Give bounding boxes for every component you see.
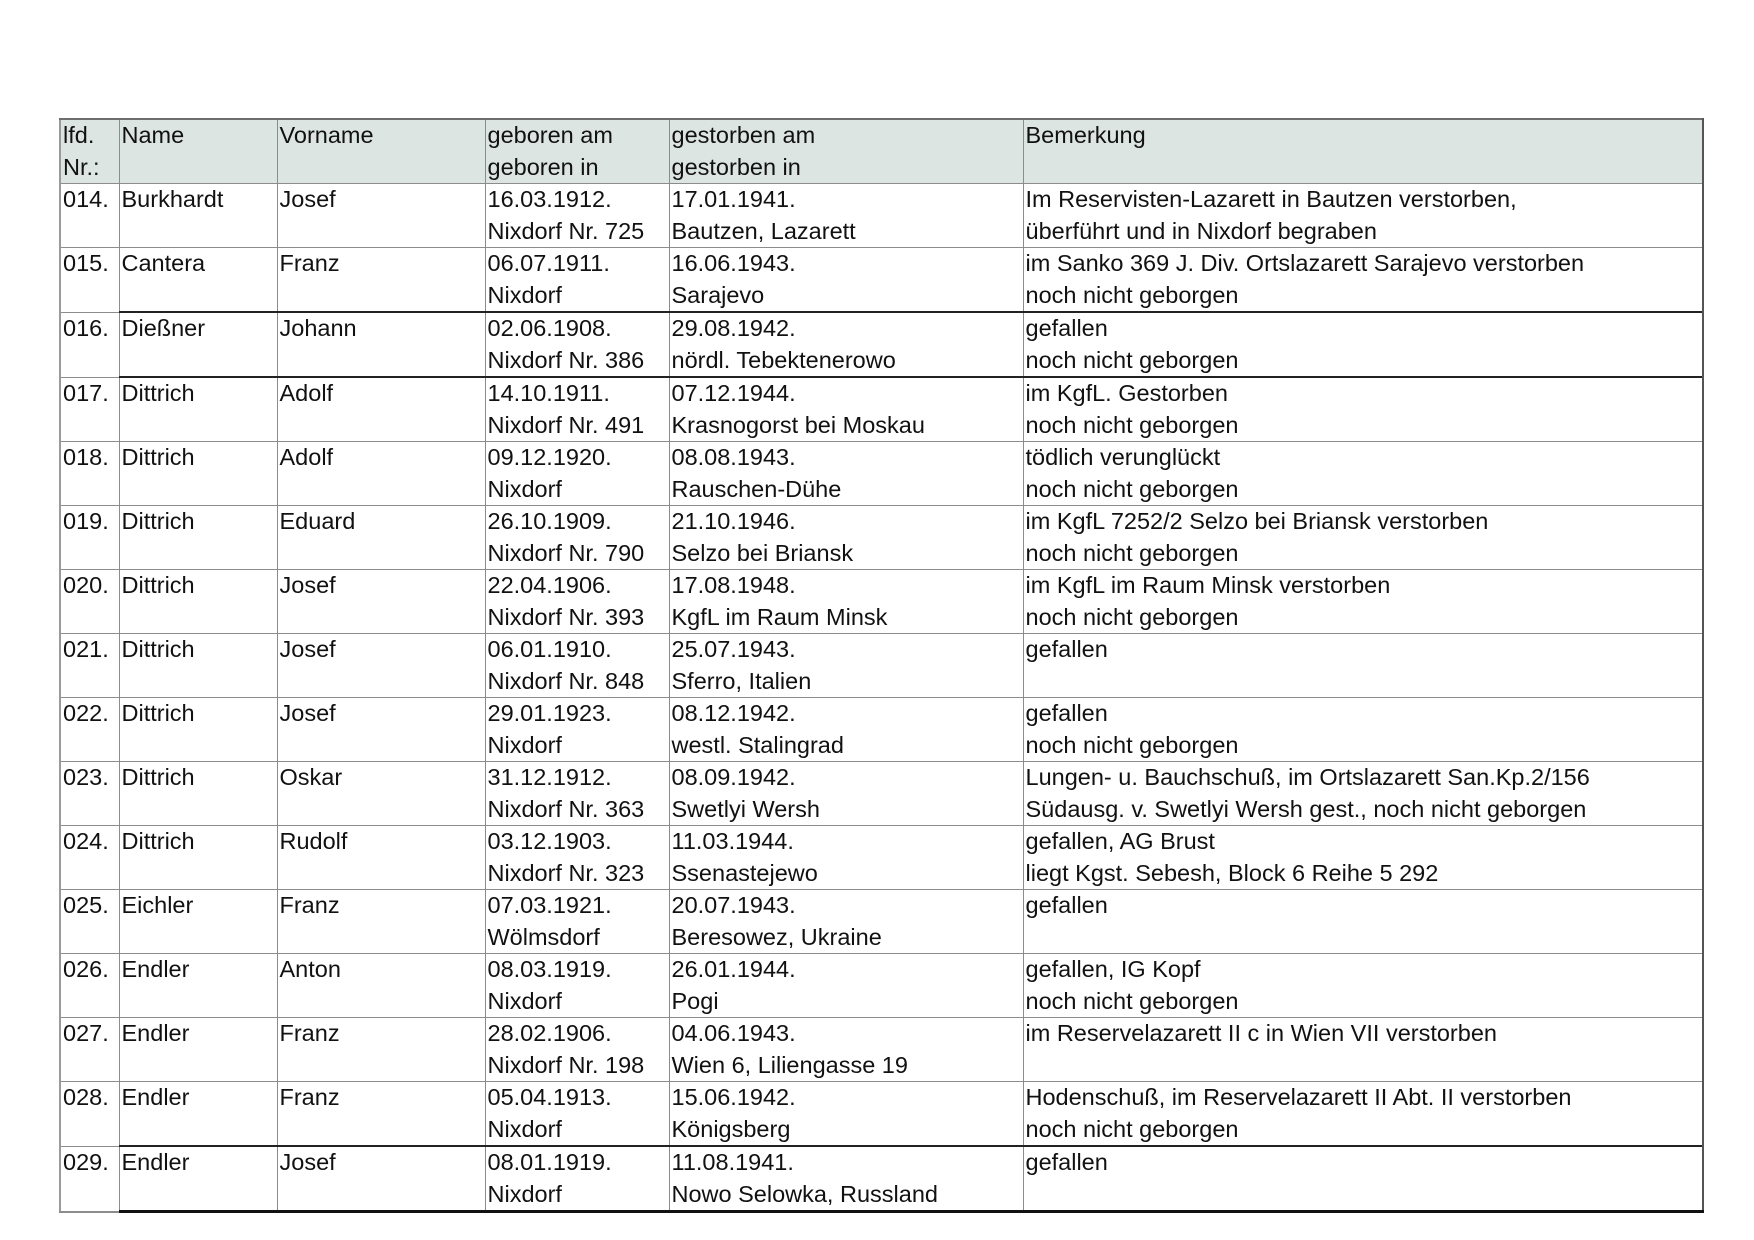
surname-value: Endler — [121, 1149, 190, 1175]
lfd-nr-value: 018. — [63, 444, 109, 470]
surname-value: Dittrich — [121, 700, 195, 726]
lfd-nr-value: 026. — [63, 956, 109, 982]
birth-place-value: Nixdorf Nr. 725 — [487, 217, 645, 244]
surname-value: Endler — [121, 1020, 190, 1046]
remark-line1: im Sanko 369 J. Div. Ortslazarett Sarajevo verstorben — [1025, 250, 1585, 276]
cell-lfd-nr — [60, 442, 119, 506]
surname-value: Dittrich — [121, 764, 195, 790]
first-name-value: Franz — [279, 1084, 340, 1110]
header-name-label: Name — [121, 122, 185, 148]
death-date-value: 08.09.1942. — [671, 764, 796, 790]
birth-date-value: 06.07.1911. — [487, 250, 610, 276]
casualty-register-table — [59, 118, 1704, 1213]
cell-lfd-nr — [60, 506, 119, 570]
birth-place-value: Nixdorf Nr. 848 — [487, 667, 645, 694]
cell-vorname — [277, 1018, 485, 1082]
remark-line1: tödlich verunglückt — [1025, 444, 1221, 470]
cell-lfd-nr — [60, 890, 119, 954]
death-place-value: Selzo bei Briansk — [671, 539, 854, 566]
death-date-value: 04.06.1943. — [671, 1020, 796, 1046]
cell-gestorben — [669, 890, 1023, 954]
cell-lfd-nr — [60, 184, 119, 248]
cell-gestorben — [669, 826, 1023, 890]
table-row — [60, 1146, 1703, 1212]
surname-value: Eichler — [121, 892, 194, 918]
remark-line1: gefallen — [1025, 700, 1108, 726]
death-date-value: 20.07.1943. — [671, 892, 796, 918]
death-place-value: Rauschen-Dühe — [671, 475, 842, 502]
birth-place-value: Nixdorf Nr. 363 — [487, 795, 645, 822]
death-place-value: Krasnogorst bei Moskau — [671, 411, 925, 438]
death-place-value: Königsberg — [671, 1115, 791, 1142]
first-name-value: Franz — [279, 1020, 340, 1046]
death-date-value: 15.06.1942. — [671, 1084, 796, 1110]
cell-vorname — [277, 1082, 485, 1147]
cell-lfd-nr — [60, 312, 119, 377]
cell-gestorben — [669, 312, 1023, 377]
cell-bemerkung — [1023, 312, 1703, 377]
cell-gestorben — [669, 1018, 1023, 1082]
header-gestorben — [669, 119, 1023, 184]
death-date-value: 08.08.1943. — [671, 444, 796, 470]
birth-place-value: Nixdorf — [487, 281, 562, 308]
cell-vorname — [277, 442, 485, 506]
cell-geboren — [485, 1018, 669, 1082]
cell-bemerkung — [1023, 1146, 1703, 1212]
cell-bemerkung — [1023, 890, 1703, 954]
birth-place-value: Wölmsdorf — [487, 923, 600, 950]
cell-bemerkung — [1023, 570, 1703, 634]
birth-date-value: 14.10.1911. — [487, 380, 610, 406]
cell-name — [119, 634, 277, 698]
remark-line2: Südausg. v. Swetlyi Wersh gest., noch nicht geborgen — [1025, 795, 1587, 822]
death-place-value: Sferro, Italien — [671, 667, 812, 694]
cell-geboren — [485, 826, 669, 890]
first-name-value: Rudolf — [279, 828, 348, 854]
cell-vorname — [277, 377, 485, 442]
remark-line2: noch nicht geborgen — [1025, 1115, 1239, 1142]
birth-date-value: 26.10.1909. — [487, 508, 612, 534]
surname-value: Dittrich — [121, 572, 195, 598]
birth-date-value: 08.01.1919. — [487, 1149, 612, 1175]
cell-name — [119, 184, 277, 248]
remark-line1: gefallen, IG Kopf — [1025, 956, 1201, 982]
cell-name — [119, 1082, 277, 1147]
lfd-nr-value: 021. — [63, 636, 109, 662]
death-date-value: 26.01.1944. — [671, 956, 796, 982]
cell-bemerkung — [1023, 184, 1703, 248]
death-date-value: 07.12.1944. — [671, 380, 796, 406]
cell-gestorben — [669, 634, 1023, 698]
cell-name — [119, 1018, 277, 1082]
death-date-value: 08.12.1942. — [671, 700, 796, 726]
lfd-nr-value: 020. — [63, 572, 109, 598]
cell-name — [119, 377, 277, 442]
birth-date-value: 06.01.1910. — [487, 636, 612, 662]
death-place-value: Wien 6, Liliengasse 19 — [671, 1051, 908, 1078]
surname-value: Dittrich — [121, 444, 195, 470]
cell-gestorben — [669, 698, 1023, 762]
cell-lfd-nr — [60, 762, 119, 826]
remark-line2: noch nicht geborgen — [1025, 731, 1239, 758]
remark-line1: gefallen — [1025, 315, 1108, 341]
surname-value: Endler — [121, 1084, 190, 1110]
death-place-value: Nowo Selowka, Russland — [671, 1180, 938, 1207]
remark-line2: noch nicht geborgen — [1025, 411, 1239, 438]
remark-line2 — [1026, 1050, 1703, 1082]
birth-place-value: Nixdorf Nr. 198 — [487, 1051, 645, 1078]
remark-line1: gefallen, AG Brust — [1025, 828, 1215, 854]
cell-name — [119, 1146, 277, 1212]
lfd-nr-value: 025. — [63, 892, 109, 918]
cell-name — [119, 954, 277, 1018]
cell-geboren — [485, 312, 669, 377]
cell-lfd-nr — [60, 1146, 119, 1212]
header-vorname — [277, 119, 485, 184]
lfd-nr-value: 019. — [63, 508, 109, 534]
cell-bemerkung — [1023, 954, 1703, 1018]
remark-line2: noch nicht geborgen — [1025, 539, 1239, 566]
surname-value: Dittrich — [121, 508, 195, 534]
cell-gestorben — [669, 184, 1023, 248]
first-name-value: Josef — [279, 186, 336, 212]
cell-gestorben — [669, 506, 1023, 570]
birth-date-value: 16.03.1912. — [487, 186, 612, 212]
birth-date-value: 08.03.1919. — [487, 956, 612, 982]
cell-name — [119, 442, 277, 506]
cell-geboren — [485, 1146, 669, 1212]
first-name-value: Adolf — [279, 380, 334, 406]
first-name-value: Eduard — [279, 508, 356, 534]
cell-lfd-nr — [60, 954, 119, 1018]
remark-line1: im KgfL. Gestorben — [1025, 380, 1228, 406]
remark-line2: noch nicht geborgen — [1025, 987, 1239, 1014]
first-name-value: Oskar — [279, 764, 343, 790]
cell-lfd-nr — [60, 377, 119, 442]
death-place-value: Bautzen, Lazarett — [671, 217, 856, 244]
cell-geboren — [485, 634, 669, 698]
birth-date-value: 02.06.1908. — [487, 315, 612, 341]
cell-geboren — [485, 890, 669, 954]
first-name-value: Franz — [279, 892, 340, 918]
birth-date-value: 07.03.1921. — [487, 892, 612, 918]
cell-name — [119, 826, 277, 890]
cell-geboren — [485, 442, 669, 506]
cell-bemerkung — [1023, 248, 1703, 313]
lfd-nr-value: 016. — [63, 314, 109, 341]
cell-bemerkung — [1023, 826, 1703, 890]
surname-value: Cantera — [121, 250, 206, 276]
remark-line2: noch nicht geborgen — [1025, 281, 1239, 308]
header-vorname-label: Vorname — [279, 122, 374, 148]
table-row — [60, 506, 1703, 570]
birth-place-value: Nixdorf — [487, 475, 562, 502]
cell-vorname — [277, 762, 485, 826]
cell-bemerkung — [1023, 1018, 1703, 1082]
cell-name — [119, 890, 277, 954]
death-date-value: 16.06.1943. — [671, 250, 796, 276]
surname-value: Dittrich — [121, 636, 195, 662]
lfd-nr-value: 023. — [63, 764, 109, 790]
surname-value: Dittrich — [121, 828, 195, 854]
cell-lfd-nr — [60, 570, 119, 634]
cell-gestorben — [669, 442, 1023, 506]
cell-vorname — [277, 506, 485, 570]
header-gestorben-am: gestorben am — [671, 122, 816, 148]
remark-line1: gefallen — [1025, 892, 1108, 918]
header-lfd-nr — [60, 119, 119, 184]
birth-date-value: 03.12.1903. — [487, 828, 612, 854]
birth-date-value: 09.12.1920. — [487, 444, 612, 470]
header-gestorben-in: gestorben in — [671, 153, 801, 180]
cell-geboren — [485, 377, 669, 442]
first-name-value: Josef — [279, 572, 336, 598]
lfd-nr-value: 022. — [63, 700, 109, 726]
cell-lfd-nr — [60, 698, 119, 762]
birth-place-value: Nixdorf — [487, 1180, 562, 1207]
cell-gestorben — [669, 1146, 1023, 1212]
cell-vorname — [277, 890, 485, 954]
remark-line2: überführt und in Nixdorf begraben — [1025, 217, 1377, 244]
remark-line2: noch nicht geborgen — [1025, 603, 1239, 630]
birth-date-value: 05.04.1913. — [487, 1084, 612, 1110]
death-place-value: Swetlyi Wersh — [671, 795, 820, 822]
birth-place-value: Nixdorf — [487, 731, 562, 758]
table-header — [60, 119, 1703, 184]
birth-date-value: 31.12.1912. — [487, 764, 612, 790]
cell-lfd-nr — [60, 248, 119, 313]
first-name-value: Franz — [279, 250, 340, 276]
cell-gestorben — [669, 570, 1023, 634]
table-row — [60, 184, 1703, 248]
remark-line2 — [1026, 1179, 1703, 1211]
death-date-value: 29.08.1942. — [671, 315, 796, 341]
cell-lfd-nr — [60, 826, 119, 890]
table-row — [60, 762, 1703, 826]
header-lfd-nr-line2: Nr.: — [63, 153, 100, 180]
death-date-value: 25.07.1943. — [671, 636, 796, 662]
table-row — [60, 890, 1703, 954]
remark-line1: Im Reservisten-Lazarett in Bautzen verstorben, — [1025, 186, 1517, 212]
birth-date-value: 28.02.1906. — [487, 1020, 612, 1046]
cell-bemerkung — [1023, 698, 1703, 762]
remark-line2 — [1026, 666, 1703, 698]
death-date-value: 17.08.1948. — [671, 572, 796, 598]
cell-vorname — [277, 634, 485, 698]
lfd-nr-value: 029. — [63, 1148, 109, 1175]
lfd-nr-value: 024. — [63, 828, 109, 854]
death-place-value: Pogi — [671, 987, 719, 1014]
lfd-nr-value: 017. — [63, 379, 109, 406]
cell-bemerkung — [1023, 762, 1703, 826]
remark-line1: gefallen — [1025, 1149, 1108, 1175]
cell-geboren — [485, 762, 669, 826]
table-row — [60, 954, 1703, 1018]
cell-lfd-nr — [60, 634, 119, 698]
cell-name — [119, 248, 277, 313]
header-row — [60, 119, 1703, 184]
cell-name — [119, 762, 277, 826]
header-geboren-in: geboren in — [487, 153, 599, 180]
cell-vorname — [277, 698, 485, 762]
surname-value: Dittrich — [121, 380, 195, 406]
table-row — [60, 1018, 1703, 1082]
cell-bemerkung — [1023, 377, 1703, 442]
table-row — [60, 248, 1703, 313]
cell-geboren — [485, 248, 669, 313]
cell-bemerkung — [1023, 1082, 1703, 1147]
lfd-nr-value: 014. — [63, 186, 109, 212]
first-name-value: Johann — [279, 315, 357, 341]
birth-date-value: 22.04.1906. — [487, 572, 612, 598]
birth-place-value: Nixdorf — [487, 1115, 562, 1142]
first-name-value: Josef — [279, 700, 336, 726]
birth-place-value: Nixdorf Nr. 393 — [487, 603, 645, 630]
header-name — [119, 119, 277, 184]
cell-gestorben — [669, 377, 1023, 442]
surname-value: Dießner — [121, 315, 206, 341]
death-place-value: nördl. Tebektenerowo — [671, 346, 896, 373]
table-row — [60, 377, 1703, 442]
cell-name — [119, 570, 277, 634]
cell-vorname — [277, 826, 485, 890]
remark-line1: gefallen — [1025, 636, 1108, 662]
cell-name — [119, 312, 277, 377]
cell-lfd-nr — [60, 1018, 119, 1082]
cell-bemerkung — [1023, 442, 1703, 506]
cell-geboren — [485, 570, 669, 634]
death-date-value: 21.10.1946. — [671, 508, 796, 534]
first-name-value: Josef — [279, 1149, 336, 1175]
death-place-value: Beresowez, Ukraine — [671, 923, 882, 950]
table-row — [60, 570, 1703, 634]
birth-place-value: Nixdorf Nr. 323 — [487, 859, 645, 886]
table-row — [60, 312, 1703, 377]
first-name-value: Anton — [279, 956, 341, 982]
lfd-nr-value: 028. — [63, 1084, 109, 1110]
remark-line2: noch nicht geborgen — [1025, 346, 1239, 373]
cell-geboren — [485, 184, 669, 248]
cell-geboren — [485, 698, 669, 762]
lfd-nr-value: 027. — [63, 1020, 109, 1046]
lfd-nr-value: 015. — [63, 250, 109, 276]
death-place-value: Ssenastejewo — [671, 859, 818, 886]
cell-geboren — [485, 954, 669, 1018]
birth-date-value: 29.01.1923. — [487, 700, 612, 726]
table-body — [60, 184, 1703, 1212]
cell-lfd-nr — [60, 1082, 119, 1147]
table-row — [60, 826, 1703, 890]
birth-place-value: Nixdorf — [487, 987, 562, 1014]
cell-gestorben — [669, 248, 1023, 313]
surname-value: Burkhardt — [121, 186, 224, 212]
birth-place-value: Nixdorf Nr. 790 — [487, 539, 645, 566]
header-geboren-am: geboren am — [487, 122, 613, 148]
death-date-value: 17.01.1941. — [671, 186, 796, 212]
header-bemerkung — [1023, 119, 1703, 184]
birth-place-value: Nixdorf Nr. 491 — [487, 411, 645, 438]
death-place-value: KgfL im Raum Minsk — [671, 603, 888, 630]
cell-bemerkung — [1023, 506, 1703, 570]
cell-gestorben — [669, 762, 1023, 826]
cell-gestorben — [669, 1082, 1023, 1147]
remark-line1: Hodenschuß, im Reservelazarett II Abt. II verstorben — [1025, 1084, 1572, 1110]
remark-line1: Lungen- u. Bauchschuß, im Ortslazarett San.Kp.2/156 — [1025, 764, 1590, 790]
cell-bemerkung — [1023, 634, 1703, 698]
remark-line2: liegt Kgst. Sebesh, Block 6 Reihe 5 292 — [1025, 859, 1439, 886]
cell-vorname — [277, 570, 485, 634]
birth-place-value: Nixdorf Nr. 386 — [487, 346, 645, 373]
remark-line2 — [1026, 922, 1703, 954]
death-place-value: westl. Stalingrad — [671, 731, 844, 758]
cell-name — [119, 506, 277, 570]
death-place-value: Sarajevo — [671, 281, 765, 308]
cell-vorname — [277, 954, 485, 1018]
cell-geboren — [485, 1082, 669, 1147]
table-row — [60, 634, 1703, 698]
table-row — [60, 1082, 1703, 1147]
cell-vorname — [277, 1146, 485, 1212]
cell-name — [119, 698, 277, 762]
first-name-value: Adolf — [279, 444, 334, 470]
cell-geboren — [485, 506, 669, 570]
death-date-value: 11.03.1944. — [671, 828, 794, 854]
first-name-value: Josef — [279, 636, 336, 662]
table-row — [60, 442, 1703, 506]
table-row — [60, 698, 1703, 762]
document-page — [59, 118, 1702, 1213]
cell-vorname — [277, 184, 485, 248]
cell-vorname — [277, 248, 485, 313]
remark-line1: im KgfL im Raum Minsk verstorben — [1025, 572, 1391, 598]
header-lfd-nr-line1: lfd. — [63, 122, 95, 148]
header-geboren — [485, 119, 669, 184]
remark-line1: im Reservelazarett II c in Wien VII verstorben — [1025, 1020, 1497, 1046]
cell-gestorben — [669, 954, 1023, 1018]
header-bemerkung-label: Bemerkung — [1025, 122, 1146, 148]
remark-line2: noch nicht geborgen — [1025, 475, 1239, 502]
surname-value: Endler — [121, 956, 190, 982]
death-date-value: 11.08.1941. — [671, 1149, 794, 1175]
remark-line1: im KgfL 7252/2 Selzo bei Briansk verstorben — [1025, 508, 1489, 534]
cell-vorname — [277, 312, 485, 377]
